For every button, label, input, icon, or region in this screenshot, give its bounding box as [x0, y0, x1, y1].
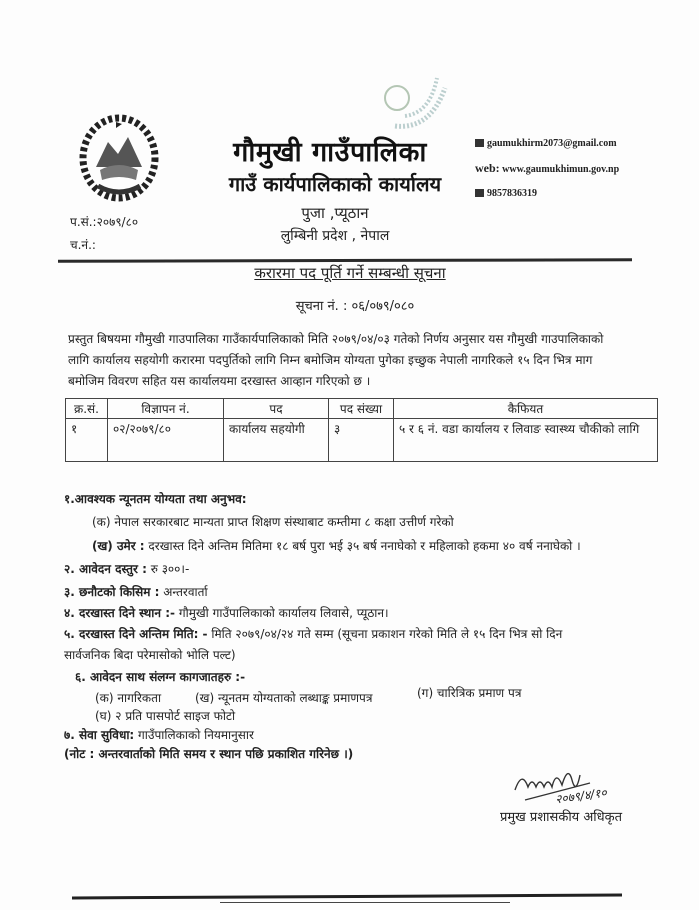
signature-date: २०७९/४/१०	[554, 785, 608, 807]
doc-marksheet: (ख) न्यूनतम योग्यताको लब्धाङ्क प्रमाणपत्र	[195, 691, 373, 705]
fee-label: २. आवेदन दस्तुर :	[64, 562, 147, 576]
email-line	[475, 138, 617, 149]
org-name: गौमुखी गाउँपालिका	[233, 137, 427, 168]
website-line	[475, 161, 619, 176]
signatory-designation: प्रमुख प्रशासकीय अधिकृत	[500, 810, 623, 825]
notice-title: करारमा पद पूर्ति गर्ने सम्बन्धी सूचना	[254, 264, 446, 282]
footer-divider	[72, 894, 622, 900]
table-row	[66, 419, 658, 462]
phone-line	[475, 188, 537, 199]
section-7	[64, 726, 254, 743]
government-emblem-icon	[78, 112, 160, 204]
header-post-count: पद संख्या	[329, 399, 394, 419]
website-text: www.gaumukhimun.gov.np	[502, 164, 620, 175]
section-3	[64, 583, 208, 600]
cell-remarks: ५ र ६ नं. वडा कार्यालय र लिवाङ स्वास्थ्य चौकीको लागि	[394, 419, 658, 462]
cell-post-count: ३	[329, 419, 394, 462]
cell-serial: १	[66, 419, 108, 462]
section-5-cont: सार्वजनिक बिदा परेमासोको भोलि पल्ट)	[64, 648, 236, 662]
table-header-row	[66, 399, 658, 419]
place-value: गौमुखी गाउँपालिकाको कार्यालय लिवासे, प्यूठान।	[175, 606, 389, 620]
office-name: गाउँ कार्यपालिकाको कार्यालय	[228, 172, 442, 196]
benefits-label: ७. सेवा सुविधा:	[64, 728, 135, 742]
address-line-2: लुम्बिनी प्रदेश , नेपाल	[280, 228, 390, 244]
section-1-title: १.आवश्यक न्यूनतम योग्यता तथा अनुभव:	[64, 492, 247, 506]
intro-paragraph	[68, 329, 668, 392]
age-label: (ख) उमेर :	[92, 539, 145, 553]
intro-line: बमोजिम विवरण सहित यस कार्यालयमा दरखास्त आव्हान गरिएको छ ।	[68, 374, 371, 388]
dispatch-number: च.नं.:	[70, 238, 96, 252]
doc-photo: (घ) २ प्रति पासपोर्ट साइज फोटो	[95, 709, 236, 723]
web-label: web:	[475, 161, 500, 175]
doc-citizenship: (क) नागरिकता	[95, 691, 162, 705]
header-ad-number: विज्ञापन नं.	[108, 399, 224, 419]
phone-icon	[475, 189, 484, 197]
selection-label: ३. छनौटको किसिम :	[64, 585, 160, 599]
fiscal-reference: प.सं.:२०७९/८०	[70, 215, 139, 229]
phone-text: 9857836319	[487, 188, 537, 199]
cell-post: कार्यालय सहयोगी	[224, 419, 329, 462]
address-line-1: पुजा ,प्यूठान	[301, 204, 369, 222]
header-remarks: कैफियत	[394, 399, 658, 419]
age-text: दरखास्त दिने अन्तिम मितिमा १८ बर्ष पुरा भई ३५ बर्ष ननाघेको र महिलाको हकमा ४० वर्ष ननाघेको ।	[144, 539, 581, 553]
header-post: पद	[224, 399, 329, 419]
selection-value: अन्तरवार्ता	[159, 585, 208, 599]
fee-value: रु ३००।-	[146, 562, 190, 576]
section-6-title: ६. आवेदन साथ संलग्न कागजातहरु :-	[75, 670, 246, 684]
intro-line: लागि कार्यालय सहयोगी करारमा पदपुर्तिको लागि निम्न बमोजिम योग्यता पुगेका इच्छुक नेपाली नागरिकले १५ दिन भित्र माग	[68, 353, 593, 367]
email-text: gaumukhirm2073@gmail.com	[487, 138, 617, 149]
deadline-value: मिति २०७९/०४/२४ गते सम्म (सूचना प्रकाशन गरेको मिति ले १५ दिन भित्र सो दिन	[207, 627, 563, 641]
email-icon	[475, 139, 484, 147]
doc-character-cert: (ग) चारित्रिक प्रमाण पत्र	[417, 686, 522, 700]
note: (नोट : अन्तरवार्ताको मिति समय र स्थान पछि प्रकाशित गरिनेछ ।)	[64, 747, 354, 761]
section-4	[64, 604, 389, 621]
section-1-b	[92, 537, 581, 554]
benefits-value: गाउँपालिकाको नियमानुसार	[134, 728, 254, 742]
notice-number: सूचना नं. : ०६/०७९/०८०	[295, 299, 415, 314]
cell-ad-number: ०२/२०७९/८०	[108, 419, 224, 462]
office-stamp-icon	[375, 58, 455, 138]
section-2	[64, 560, 189, 577]
vacancy-table	[65, 398, 658, 462]
section-5	[64, 625, 562, 642]
section-1-a: (क) नेपाल सरकारबाट मान्यता प्राप्त शिक्षण संस्थाबाट कम्तीमा ८ कक्षा उत्तीर्ण गरेको	[92, 515, 454, 529]
deadline-label: ५. दरखास्त दिने अन्तिम मिति: -	[64, 627, 208, 641]
intro-line: प्रस्तुत बिषयमा गौमुखी गाउपालिका गाउँकार्यपालिकाको मिति २०७९/०४/०३ गतेको निर्णय अनुसार यस गौमुखी गाउपालिकाको	[68, 332, 604, 346]
header-serial: क्र.सं.	[66, 399, 108, 419]
place-label: ४. दरखास्त दिने स्थान :-	[64, 606, 176, 620]
